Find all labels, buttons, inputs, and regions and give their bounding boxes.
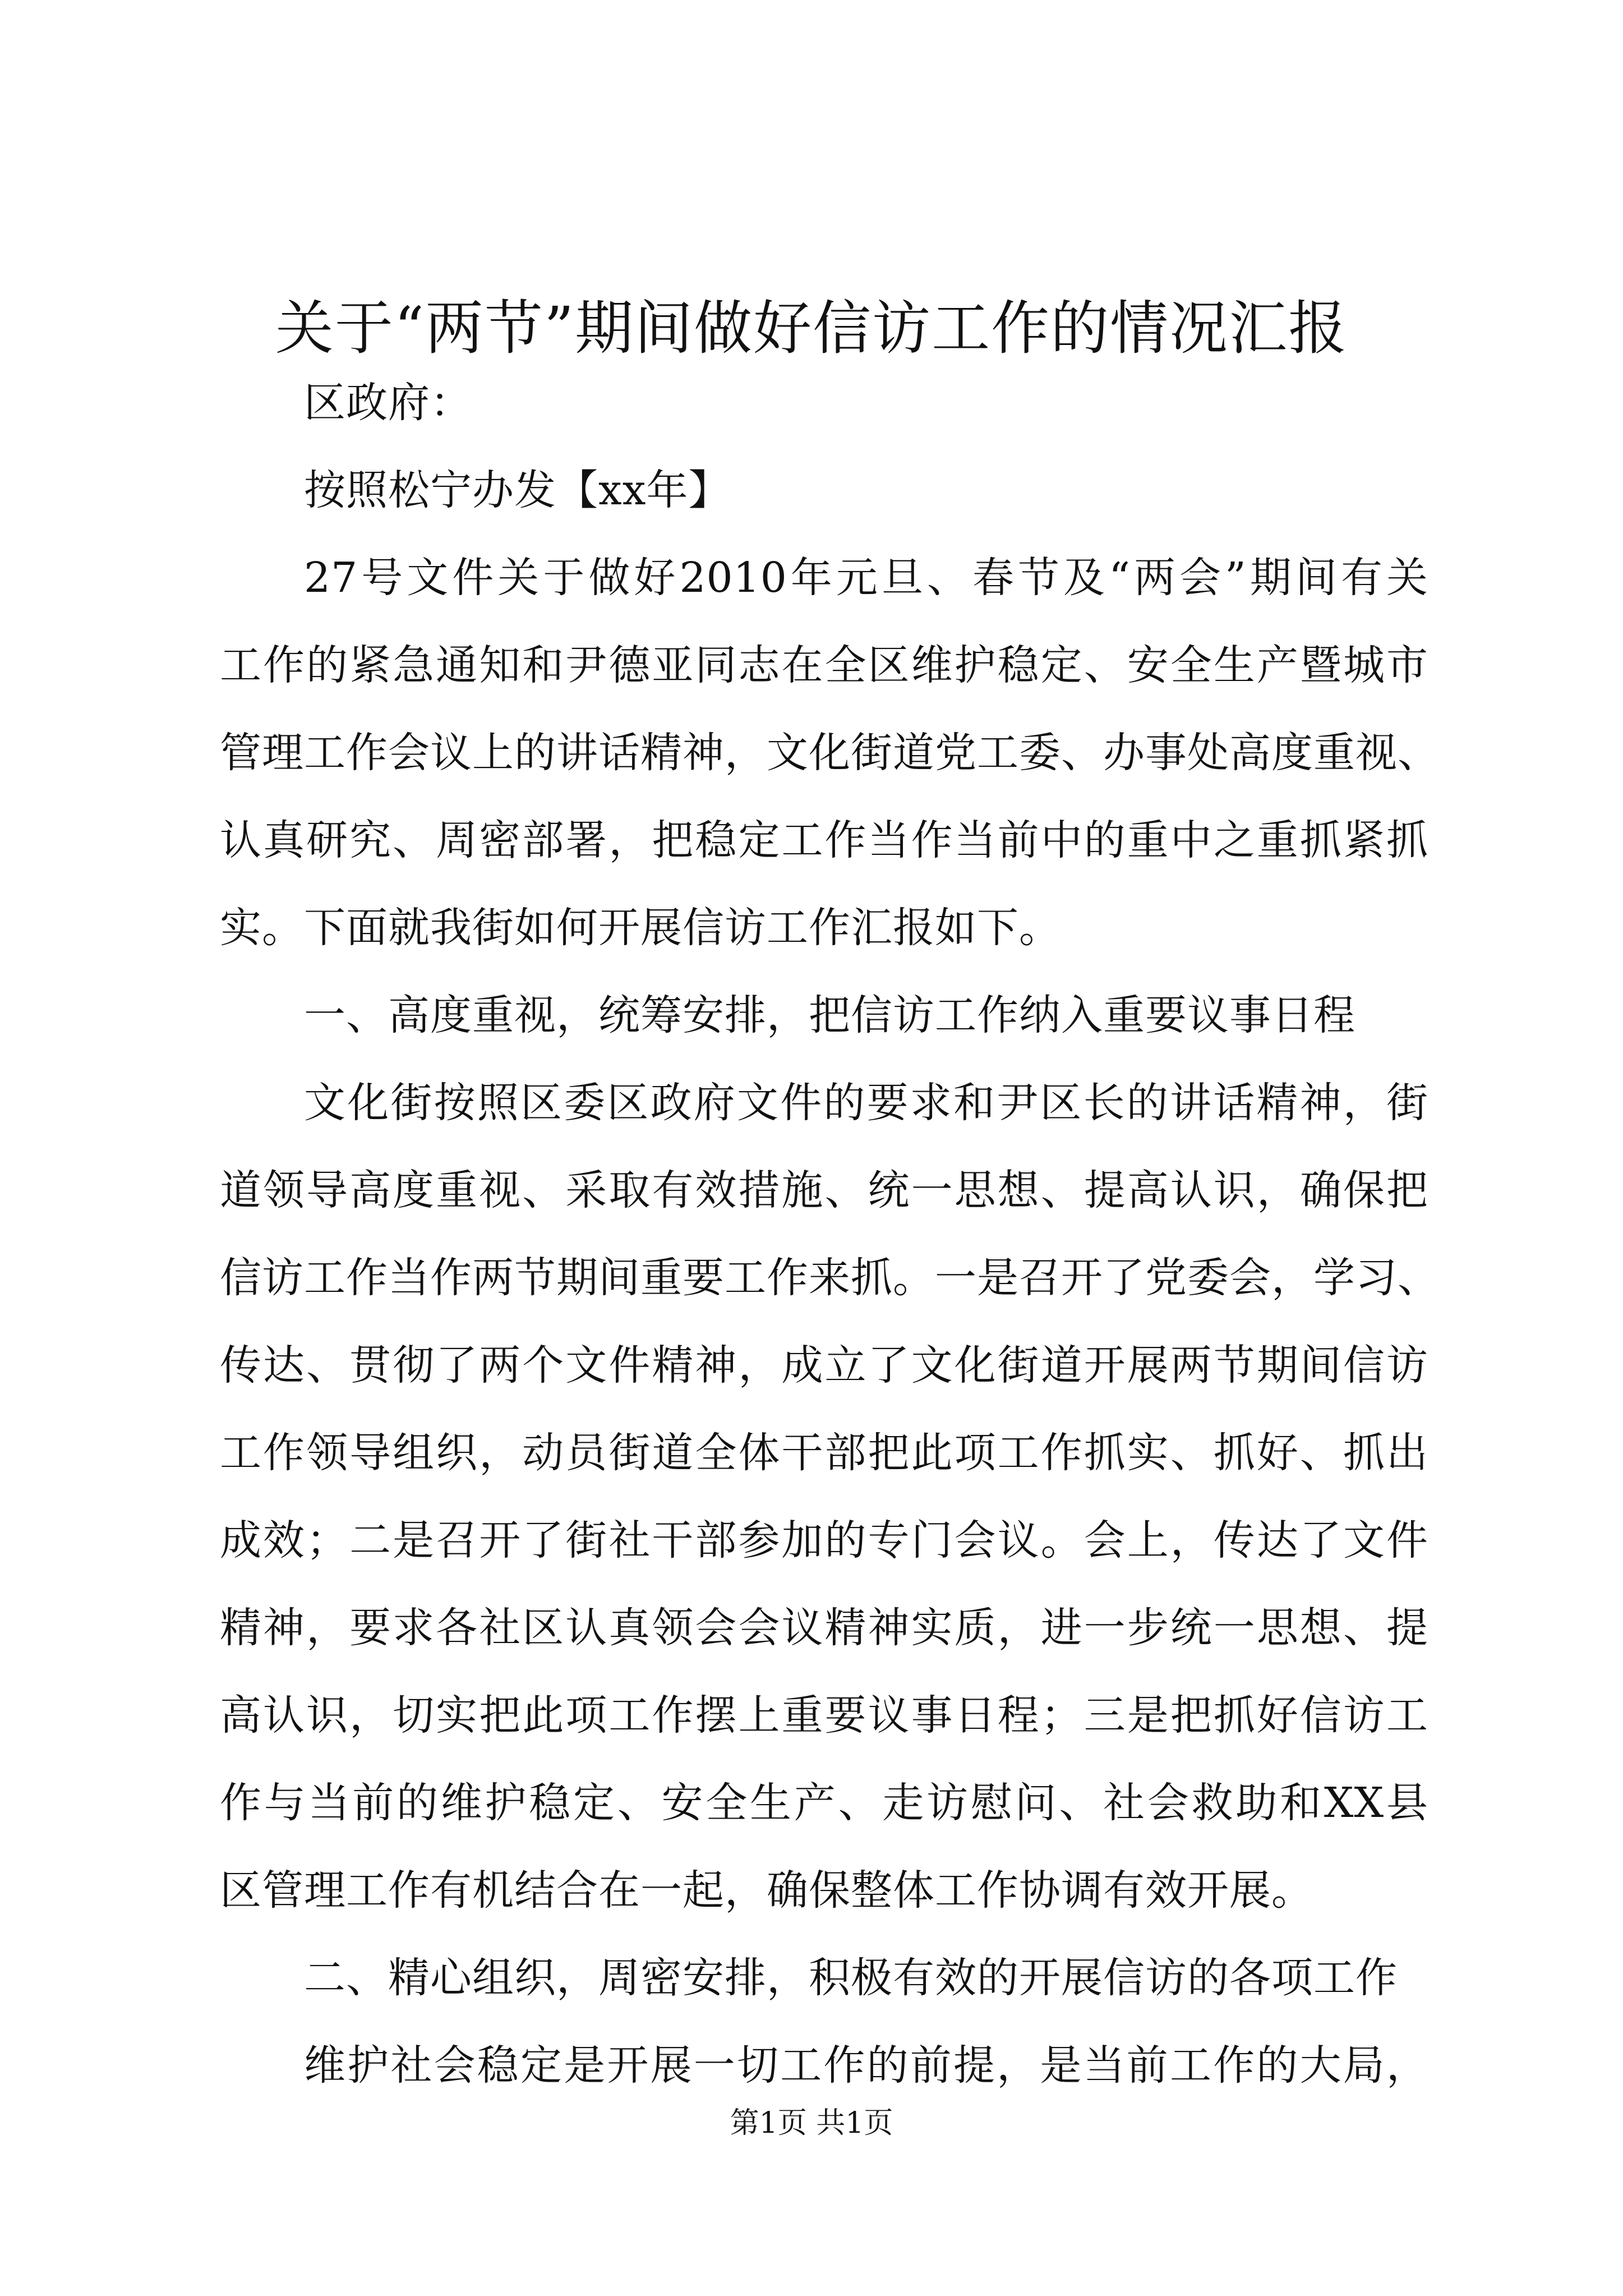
body-line: 认真研究、周密部署，把稳定工作当作当前中的重中之重抓紧抓 bbox=[220, 816, 1428, 864]
body-line: 实。下面就我街如何开展信访工作汇报如下。 bbox=[220, 904, 1061, 952]
section-heading-1: 一、高度重视，统筹安排，把信访工作纳入重要议事日程 bbox=[304, 991, 1355, 1039]
document-title: 关于“两节”期间做好信访工作的情况汇报 bbox=[275, 294, 1348, 362]
body-line: 27号文件关于做好2010年元旦、春节及“两会”期间有关 bbox=[304, 554, 1428, 602]
body-line: 区管理工作有机结合在一起，确保整体工作协调有效开展。 bbox=[220, 1866, 1313, 1915]
body-line: 作与当前的维护稳定、安全生产、走访慰问、社会救助和XX县 bbox=[220, 1779, 1428, 1827]
section-heading-2: 二、精心组织，周密安排，积极有效的开展信访的各项工作 bbox=[304, 1954, 1398, 2002]
page-footer: 第1页 共1页 bbox=[730, 2106, 893, 2140]
body-line-reference: 按照松宁办发【xx年】 bbox=[304, 466, 731, 514]
body-line: 管理工作会议上的讲话精神，文化街道党工委、办事处高度重视、 bbox=[220, 729, 1440, 777]
document-body bbox=[220, 359, 1440, 2109]
body-line: 信访工作当作两节期间重要工作来抓。一是召开了党委会，学习、 bbox=[220, 1254, 1440, 1302]
body-line: 道领导高度重视、采取有效措施、统一思想、提高认识，确保把 bbox=[220, 1166, 1428, 1214]
body-line: 工作的紧急通知和尹德亚同志在全区维护稳定、安全生产暨城市 bbox=[220, 641, 1428, 689]
body-line: 维护社会稳定是开展一切工作的前提，是当前工作的大局， bbox=[304, 2041, 1428, 2090]
body-line-salutation: 区政府： bbox=[304, 379, 472, 427]
body-line: 工作领导组织，动员街道全体干部把此项工作抓实、抓好、抓出 bbox=[220, 1429, 1428, 1477]
body-line: 成效；二是召开了街社干部参加的专门会议。会上，传达了文件 bbox=[220, 1516, 1428, 1565]
body-line: 高认识，切实把此项工作摆上重要议事日程；三是把抓好信访工 bbox=[220, 1691, 1428, 1740]
body-line: 传达、贯彻了两个文件精神，成立了文化街道开展两节期间信访 bbox=[220, 1341, 1428, 1389]
body-line: 精神，要求各社区认真领会会议精神实质，进一步统一思想、提 bbox=[220, 1604, 1428, 1652]
body-line: 文化街按照区委区政府文件的要求和尹区长的讲话精神，街 bbox=[304, 1079, 1428, 1127]
